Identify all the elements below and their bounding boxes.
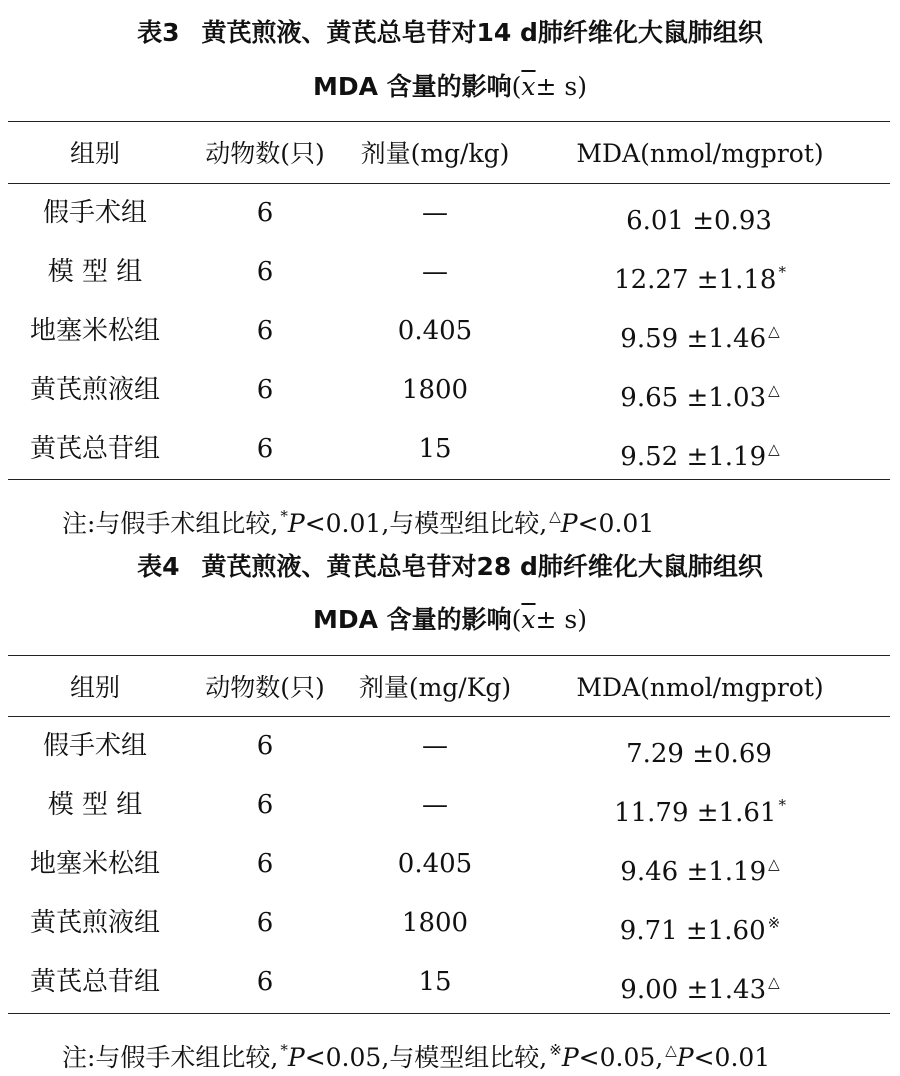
mda-value: 9.46 ±1.19 xyxy=(620,857,767,887)
bottom-rule xyxy=(8,1013,890,1014)
table-row xyxy=(0,243,900,302)
mda-value: 9.59 ±1.46 xyxy=(620,324,767,354)
table-row xyxy=(0,776,900,835)
significance-mark: △ xyxy=(768,440,780,458)
mda-value: 9.65 ±1.03 xyxy=(620,383,767,413)
significance-mark: △ xyxy=(768,381,780,399)
table-row xyxy=(0,361,900,420)
significance-mark: △ xyxy=(768,973,780,991)
subtitle-sd: ± s xyxy=(535,605,578,634)
header-mda: MDA(nmol/mgprot) xyxy=(576,139,824,168)
significance-mark: △ xyxy=(768,855,780,873)
subtitle-main: MDA 含量的影响 xyxy=(312,72,512,101)
cell-dose: 15 xyxy=(418,434,452,464)
cell-group: 黄芪煎液组 xyxy=(29,375,160,405)
subtitle-main: MDA 含量的影响 xyxy=(312,605,512,634)
cell-mda xyxy=(530,420,870,479)
table-row xyxy=(0,184,900,243)
cell-dose: 0.405 xyxy=(397,316,473,346)
note-mark: * xyxy=(280,1041,288,1059)
header-animals: 动物数(只) xyxy=(205,673,325,702)
table-note: 注:与假手术组比较, *P<0.05,与模型组比较, ※P<0.05, △P<0.01 xyxy=(62,1041,771,1072)
mda-value: 7.29 ±0.69 xyxy=(626,739,772,769)
table-title-text: 黄芪煎液、黄芪总皂苷对28 d肺纤维化大鼠肺组织 xyxy=(201,552,763,581)
significance-mark: * xyxy=(778,796,786,814)
header-group: 组别 xyxy=(69,673,120,702)
table-title-text: 黄芪煎液、黄芪总皂苷对14 d肺纤维化大鼠肺组织 xyxy=(201,18,763,47)
cell-group: 地塞米松组 xyxy=(29,316,160,346)
header-group: 组别 xyxy=(69,139,120,168)
table-note: 注:与假手术组比较, *P<0.01,与模型组比较, △P<0.01 xyxy=(62,507,655,538)
cell-dose: — xyxy=(422,257,448,287)
cell-mda xyxy=(530,302,870,361)
cell-group: 模 型 组 xyxy=(47,790,143,820)
note-mark: △ xyxy=(665,1041,677,1059)
table-subtitle: MDA 含量的影响$(\overline{x}\pm s)$ xyxy=(312,72,588,101)
cell-group: 地塞米松组 xyxy=(29,849,160,879)
cell-mda xyxy=(530,361,870,420)
subtitle-sd: ± s xyxy=(535,72,578,101)
cell-mda xyxy=(530,776,870,835)
mda-value: 9.71 ±1.60 xyxy=(619,916,766,946)
mda-value: 9.52 ±1.19 xyxy=(620,442,767,472)
cell-mda xyxy=(530,184,870,243)
cell-animals: 6 xyxy=(256,731,274,761)
table-title xyxy=(0,16,900,50)
cell-dose: 1800 xyxy=(401,375,469,405)
mda-value: 11.79 ±1.61 xyxy=(614,798,777,828)
cell-animals: 6 xyxy=(256,908,274,938)
cell-dose: — xyxy=(422,198,448,228)
table-row xyxy=(0,717,900,776)
cell-animals: 6 xyxy=(256,198,274,228)
table-header-row xyxy=(0,658,900,717)
cell-group: 假手术组 xyxy=(42,731,147,761)
table-row xyxy=(0,302,900,361)
table-row xyxy=(0,835,900,894)
table-row xyxy=(0,420,900,479)
cell-animals: 6 xyxy=(256,434,274,464)
table-row xyxy=(0,894,900,953)
mda-value: 6.01 ±0.93 xyxy=(626,206,772,236)
cell-animals: 6 xyxy=(256,316,274,346)
significance-mark: △ xyxy=(768,322,780,340)
note-mark: ※ xyxy=(549,1041,562,1059)
table-label: 表4 xyxy=(137,552,180,581)
note-mark: △ xyxy=(549,507,561,525)
cell-group: 黄芪总苷组 xyxy=(29,434,160,464)
header-animals: 动物数(只) xyxy=(205,139,325,168)
cell-animals: 6 xyxy=(256,967,274,997)
cell-animals: 6 xyxy=(256,849,274,879)
subtitle-mean-symbol: $\overline{x}$ xyxy=(521,605,536,634)
note-mark: * xyxy=(280,507,288,525)
cell-animals: 6 xyxy=(256,257,274,287)
table-row xyxy=(0,953,900,1012)
significance-mark: ※ xyxy=(767,914,781,932)
cell-dose: 15 xyxy=(418,967,452,997)
cell-animals: 6 xyxy=(256,375,274,405)
cell-animals: 6 xyxy=(256,790,274,820)
table-subtitle: MDA 含量的影响$(\overline{x}\pm s)$ xyxy=(312,605,588,634)
subtitle-mean-symbol: $\overline{x}$ xyxy=(521,72,536,101)
cell-group: 黄芪煎液组 xyxy=(29,908,160,938)
table-header-row xyxy=(0,124,900,183)
cell-dose: — xyxy=(422,731,448,761)
cell-group: 假手术组 xyxy=(42,198,147,228)
cell-dose: 1800 xyxy=(401,908,469,938)
top-rule xyxy=(8,121,890,122)
significance-mark: * xyxy=(778,263,786,281)
bottom-rule xyxy=(8,479,890,480)
cell-mda xyxy=(530,894,870,953)
cell-group: 黄芪总苷组 xyxy=(29,967,160,997)
header-dose: 剂量(mg/kg) xyxy=(360,139,510,168)
cell-mda xyxy=(530,717,870,776)
header-mda: MDA(nmol/mgprot) xyxy=(576,673,824,702)
cell-mda xyxy=(530,243,870,302)
cell-dose: 0.405 xyxy=(397,849,473,879)
cell-group: 模 型 组 xyxy=(47,257,143,287)
header-dose: 剂量(mg/Kg) xyxy=(358,673,512,702)
top-rule xyxy=(8,655,890,656)
cell-mda xyxy=(530,835,870,894)
table-title xyxy=(0,550,900,584)
mda-value: 12.27 ±1.18 xyxy=(614,265,777,295)
table-label: 表3 xyxy=(137,18,180,47)
cell-mda xyxy=(530,953,870,1012)
cell-dose: — xyxy=(422,790,448,820)
mda-value: 9.00 ±1.43 xyxy=(620,975,767,1005)
